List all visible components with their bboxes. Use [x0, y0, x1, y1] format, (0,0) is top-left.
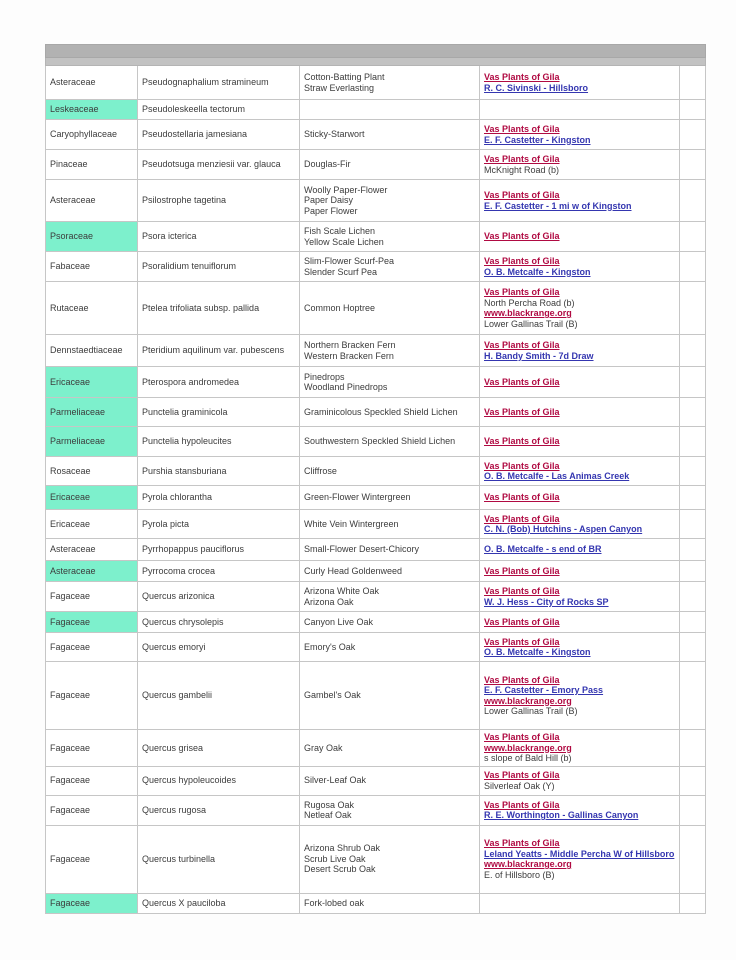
family-cell: Ericaceae [46, 367, 138, 398]
common-name-line: Cotton-Batting Plant [304, 72, 385, 82]
scientific-name-cell: Quercus emoryi [138, 633, 300, 662]
common-name-line: Gambel's Oak [304, 690, 361, 701]
common-name-line: Desert Scrub Oak [304, 864, 376, 875]
table-row [46, 795, 706, 825]
family-cell: Ericaceae [46, 510, 138, 539]
gila-site-link[interactable]: Vas Plants of Gila [484, 636, 560, 647]
gila-site-link[interactable]: Vas Plants of Gila [484, 586, 560, 596]
common-name-line: Slender Scurf Pea [304, 266, 378, 277]
family-cell: Parmeliaceae [46, 427, 138, 457]
scientific-name-cell: Psilostrophe tagetina [138, 180, 300, 222]
scientific-name-cell: Pyrrhopappus pauciflorus [138, 539, 300, 561]
specimen-link[interactable]: O. B. Metcalfe - Kingston [484, 647, 591, 657]
table-row [46, 582, 706, 612]
table-row [46, 180, 706, 222]
scientific-name-cell: Psoralidium tenuiflorum [138, 252, 300, 282]
common-name-cell [300, 825, 480, 893]
location-text: McKnight Road (b) [484, 164, 560, 175]
location-text: North Percha Road (b) [484, 297, 575, 308]
scientific-name-cell: Quercus gambelii [138, 662, 300, 730]
gila-site-link[interactable]: Vas Plants of Gila [484, 838, 560, 848]
scientific-name-cell: Psora icterica [138, 222, 300, 252]
empty-cell [680, 486, 706, 510]
empty-cell [680, 539, 706, 561]
family-cell: Ericaceae [46, 486, 138, 510]
location-text: s slope of Bald Hill (b) [484, 753, 572, 763]
table-row [46, 66, 706, 100]
common-name-line: Western Bracken Fern [304, 350, 394, 361]
table-row [46, 367, 706, 398]
links-cell [480, 150, 680, 180]
gila-site-link[interactable]: www.blackrange.org [484, 742, 572, 753]
links-cell [480, 893, 680, 913]
common-name-line: Pinedrops [304, 371, 345, 382]
common-name-line: Southwestern Speckled Shield Lichen [304, 436, 456, 447]
empty-cell [680, 120, 706, 150]
table-header-band-1 [46, 45, 706, 58]
specimen-link[interactable]: O. B. Metcalfe - s end of BR [484, 544, 602, 555]
location-text: E. of Hillsboro (B) [484, 869, 555, 880]
links-cell [480, 367, 680, 398]
specimen-link[interactable]: H. Bandy Smith - 7d Draw [484, 350, 594, 361]
common-name-line: White Vein Wintergreen [304, 518, 399, 529]
family-cell: Fagaceae [46, 662, 138, 730]
empty-cell [680, 795, 706, 825]
empty-cell [680, 825, 706, 893]
specimen-link[interactable]: C. N. (Bob) Hutchins - Aspen Canyon [484, 524, 643, 534]
gila-site-link[interactable]: Vas Plants of Gila [484, 124, 560, 134]
gila-site-link[interactable]: Vas Plants of Gila [484, 492, 560, 503]
common-name-line: Arizona White Oak [304, 586, 380, 596]
gila-site-link[interactable]: Vas Plants of Gila [484, 287, 560, 297]
gila-site-link[interactable]: Vas Plants of Gila [484, 190, 560, 200]
common-name-cell [300, 398, 480, 427]
specimen-link[interactable]: O. B. Metcalfe - Las Animas Creek [484, 471, 630, 481]
links-cell [480, 66, 680, 100]
table-row [46, 100, 706, 120]
gila-site-link[interactable]: Vas Plants of Gila [484, 732, 560, 742]
family-cell: Asteraceae [46, 539, 138, 561]
specimen-link[interactable]: E. F. Castetter - Kingston [484, 134, 591, 145]
common-name-cell [300, 150, 480, 180]
gila-site-link[interactable]: Vas Plants of Gila [484, 460, 560, 471]
common-name-cell [300, 120, 480, 150]
common-name-cell [300, 612, 480, 633]
gila-site-link[interactable]: Vas Plants of Gila [484, 799, 560, 810]
empty-cell [680, 66, 706, 100]
common-name-line: Sticky-Starwort [304, 129, 365, 140]
common-name-cell [300, 282, 480, 335]
empty-cell [680, 367, 706, 398]
empty-cell [680, 100, 706, 120]
scientific-name-cell: Pseudoleskeella tectorum [138, 100, 300, 120]
links-cell [480, 282, 680, 335]
gila-site-link[interactable]: Vas Plants of Gila [484, 406, 560, 417]
links-cell [480, 825, 680, 893]
empty-cell [680, 633, 706, 662]
gila-site-link[interactable]: Vas Plants of Gila [484, 256, 560, 266]
links-cell [480, 561, 680, 582]
table-header-band-2 [46, 58, 706, 66]
links-cell [480, 427, 680, 457]
links-cell [480, 486, 680, 510]
table-row [46, 612, 706, 633]
empty-cell [680, 252, 706, 282]
gila-site-link[interactable]: Vas Plants of Gila [484, 513, 560, 524]
location-text: Lower Gallinas Trail (B) [484, 706, 578, 716]
common-name-line: Netleaf Oak [304, 810, 352, 820]
common-name-line: Yellow Scale Lichen [304, 236, 384, 247]
common-name-cell [300, 367, 480, 398]
links-cell [480, 510, 680, 539]
common-name-line: Fork-lobed oak [304, 897, 365, 908]
empty-cell [680, 510, 706, 539]
common-name-cell [300, 252, 480, 282]
scientific-name-cell: Quercus grisea [138, 730, 300, 767]
table-row [46, 561, 706, 582]
specimen-link[interactable]: W. J. Hess - City of Rocks SP [484, 596, 609, 607]
empty-cell [680, 150, 706, 180]
specimen-link[interactable]: O. B. Metcalfe - Kingston [484, 266, 591, 277]
table-row [46, 893, 706, 913]
links-cell [480, 252, 680, 282]
empty-cell [680, 582, 706, 612]
common-name-cell [300, 335, 480, 367]
common-name-cell [300, 662, 480, 730]
scientific-name-cell: Punctelia hypoleucites [138, 427, 300, 457]
common-name-line: Graminicolous Speckled Shield Lichen [304, 406, 458, 417]
empty-cell [680, 398, 706, 427]
common-name-line: Woolly Paper-Flower [304, 184, 388, 195]
gila-site-link[interactable]: Vas Plants of Gila [484, 565, 560, 576]
empty-cell [680, 612, 706, 633]
family-cell: Rutaceae [46, 282, 138, 335]
gila-site-link[interactable]: Vas Plants of Gila [484, 674, 560, 685]
family-cell: Fagaceae [46, 612, 138, 633]
common-name-cell [300, 633, 480, 662]
family-cell: Fagaceae [46, 766, 138, 795]
common-name-line: Fish Scale Lichen [304, 226, 376, 236]
common-name-cell [300, 100, 480, 120]
table-row [46, 427, 706, 457]
links-cell [480, 335, 680, 367]
gila-site-link[interactable]: www.blackrange.org [484, 308, 572, 318]
family-cell: Fagaceae [46, 633, 138, 662]
header-band-cell [46, 45, 706, 58]
scientific-name-cell: Quercus rugosa [138, 795, 300, 825]
common-name-cell [300, 457, 480, 486]
links-cell [480, 633, 680, 662]
common-name-cell [300, 222, 480, 252]
table-row [46, 825, 706, 893]
common-name-line: Paper Flower [304, 205, 358, 216]
links-cell [480, 539, 680, 561]
table-row [46, 120, 706, 150]
empty-cell [680, 427, 706, 457]
table-row [46, 282, 706, 335]
empty-cell [680, 457, 706, 486]
family-cell: Asteraceae [46, 561, 138, 582]
table-row [46, 252, 706, 282]
location-text: Lower Gallinas Trail (B) [484, 318, 578, 329]
scientific-name-cell: Pterospora andromedea [138, 367, 300, 398]
gila-site-link[interactable]: Vas Plants of Gila [484, 770, 560, 780]
scientific-name-cell: Pyrola chlorantha [138, 486, 300, 510]
scientific-name-cell: Quercus arizonica [138, 582, 300, 612]
common-name-line: Emory's Oak [304, 641, 356, 652]
plant-species-table [45, 44, 706, 914]
table-row [46, 730, 706, 767]
specimen-link[interactable]: E. F. Castetter - Emory Pass [484, 685, 604, 695]
scientific-name-cell: Pseudotsuga menziesii var. glauca [138, 150, 300, 180]
family-cell: Fagaceae [46, 825, 138, 893]
common-name-line: Arizona Shrub Oak [304, 843, 381, 854]
links-cell [480, 398, 680, 427]
gila-site-link[interactable]: Vas Plants of Gila [484, 436, 560, 447]
common-name-line: Silver-Leaf Oak [304, 775, 367, 786]
table-row [46, 510, 706, 539]
family-cell: Fagaceae [46, 893, 138, 913]
scientific-name-cell: Pseudostellaria jamesiana [138, 120, 300, 150]
table-row [46, 539, 706, 561]
links-cell [480, 100, 680, 120]
common-name-line: Douglas-Fir [304, 159, 351, 170]
family-cell: Rosaceae [46, 457, 138, 486]
family-cell: Pinaceae [46, 150, 138, 180]
table-row [46, 457, 706, 486]
common-name-line: Slim-Flower Scurf-Pea [304, 256, 395, 266]
empty-cell [680, 662, 706, 730]
gila-site-link[interactable]: Vas Plants of Gila [484, 154, 560, 164]
common-name-line: Green-Flower Wintergreen [304, 492, 411, 503]
gila-site-link[interactable]: www.blackrange.org [484, 695, 572, 706]
scientific-name-cell: Quercus turbinella [138, 825, 300, 893]
location-text: Silverleaf Oak (Y) [484, 780, 555, 791]
common-name-line: Straw Everlasting [304, 82, 375, 93]
common-name-line: Arizona Oak [304, 596, 354, 607]
family-cell: Asteraceae [46, 180, 138, 222]
scientific-name-cell: Quercus chrysolepis [138, 612, 300, 633]
links-cell [480, 582, 680, 612]
gila-site-link[interactable]: Vas Plants of Gila [484, 72, 560, 82]
empty-cell [680, 335, 706, 367]
common-name-cell [300, 893, 480, 913]
family-cell: Caryophyllaceae [46, 120, 138, 150]
links-cell [480, 795, 680, 825]
common-name-line: Rugosa Oak [304, 799, 355, 810]
common-name-line: Scrub Live Oak [304, 853, 366, 864]
family-cell: Parmeliaceae [46, 398, 138, 427]
scientific-name-cell: Quercus X pauciloba [138, 893, 300, 913]
family-cell: Fagaceae [46, 582, 138, 612]
links-cell [480, 180, 680, 222]
scientific-name-cell: Pyrrocoma crocea [138, 561, 300, 582]
links-cell [480, 766, 680, 795]
common-name-cell [300, 539, 480, 561]
specimen-link[interactable]: R. C. Sivinski - Hillsboro [484, 82, 589, 93]
scientific-name-cell: Pyrola picta [138, 510, 300, 539]
gila-site-link[interactable]: Vas Plants of Gila [484, 340, 560, 350]
links-cell [480, 730, 680, 767]
empty-cell [680, 730, 706, 767]
links-cell [480, 457, 680, 486]
family-cell: Psoraceae [46, 222, 138, 252]
gila-site-link[interactable]: Vas Plants of Gila [484, 376, 560, 387]
common-name-cell [300, 486, 480, 510]
common-name-line: Cliffrose [304, 465, 337, 476]
links-cell [480, 120, 680, 150]
specimen-link[interactable]: R. E. Worthington - Gallinas Canyon [484, 810, 639, 820]
empty-cell [680, 180, 706, 222]
empty-cell [680, 561, 706, 582]
gila-site-link[interactable]: www.blackrange.org [484, 859, 572, 869]
common-name-cell [300, 582, 480, 612]
scientific-name-cell: Quercus hypoleucoides [138, 766, 300, 795]
table-row [46, 335, 706, 367]
common-name-cell [300, 427, 480, 457]
scientific-name-cell: Ptelea trifoliata subsp. pallida [138, 282, 300, 335]
common-name-cell [300, 795, 480, 825]
family-cell: Fagaceae [46, 730, 138, 767]
common-name-cell [300, 730, 480, 767]
scientific-name-cell: Pseudognaphalium stramineum [138, 66, 300, 100]
table-row [46, 766, 706, 795]
empty-cell [680, 893, 706, 913]
empty-cell [680, 766, 706, 795]
common-name-line: Curly Head Goldenweed [304, 565, 403, 576]
common-name-line: Small-Flower Desert-Chicory [304, 544, 420, 555]
table-row [46, 150, 706, 180]
specimen-link[interactable]: Leland Yeatts - Middle Percha W of Hillsboro [484, 848, 675, 859]
family-cell: Fabaceae [46, 252, 138, 282]
common-name-line: Gray Oak [304, 742, 343, 753]
links-cell [480, 222, 680, 252]
family-cell: Dennstaedtiaceae [46, 335, 138, 367]
scientific-name-cell: Pteridium aquilinum var. pubescens [138, 335, 300, 367]
table-row [46, 398, 706, 427]
scientific-name-cell: Purshia stansburiana [138, 457, 300, 486]
empty-cell [680, 222, 706, 252]
specimen-link[interactable]: E. F. Castetter - 1 mi w of Kingston [484, 200, 632, 211]
common-name-cell [300, 561, 480, 582]
common-name-line: Canyon Live Oak [304, 616, 374, 627]
common-name-line: Paper Daisy [304, 195, 354, 206]
header-band-cell [46, 58, 706, 66]
scientific-name-cell: Punctelia graminicola [138, 398, 300, 427]
table-row [46, 222, 706, 252]
family-cell: Leskeaceae [46, 100, 138, 120]
links-cell [480, 662, 680, 730]
common-name-line: Woodland Pinedrops [304, 382, 388, 392]
family-cell: Fagaceae [46, 795, 138, 825]
links-cell [480, 612, 680, 633]
common-name-line: Common Hoptree [304, 302, 376, 313]
empty-cell [680, 282, 706, 335]
table-row [46, 633, 706, 662]
common-name-cell [300, 66, 480, 100]
common-name-line: Northern Bracken Fern [304, 340, 396, 350]
common-name-cell [300, 180, 480, 222]
gila-site-link[interactable]: Vas Plants of Gila [484, 616, 560, 627]
gila-site-link[interactable]: Vas Plants of Gila [484, 231, 560, 242]
family-cell: Asteraceae [46, 66, 138, 100]
table-row [46, 486, 706, 510]
table-row [46, 662, 706, 730]
common-name-cell [300, 766, 480, 795]
common-name-cell [300, 510, 480, 539]
